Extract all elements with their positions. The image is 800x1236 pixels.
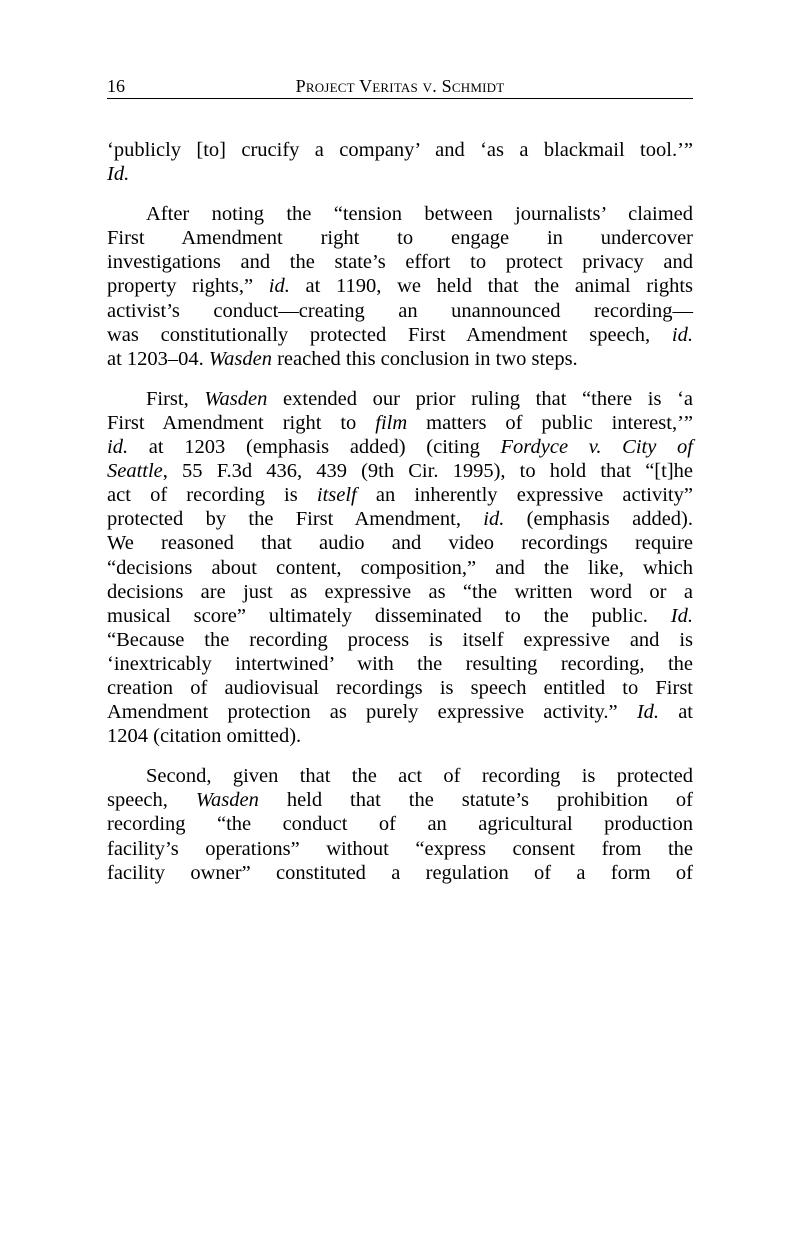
text-line [107, 299, 693, 323]
paragraph [107, 387, 693, 748]
text-line [107, 837, 693, 861]
text-segment: Second, given that the act of recording is protected [146, 765, 693, 788]
italic-text: Fordyce v. City of [500, 436, 693, 459]
text-segment: decisions are just as expressive as “the written word or a [107, 580, 693, 603]
text-line [107, 812, 693, 836]
italic-text: itself [316, 484, 357, 507]
italic-text: Id. [636, 701, 660, 724]
italic-text: id. [107, 436, 129, 459]
text-line [107, 411, 693, 435]
text-line [107, 162, 693, 186]
text-segment: investigations and the state’s effort to protect privacy and [107, 251, 693, 274]
text-segment: at [659, 701, 693, 724]
text-line [107, 226, 693, 250]
page-number: 16 [107, 76, 125, 96]
text-segment: an inherently expressive activity” [356, 484, 693, 507]
italic-text: id. [268, 275, 290, 298]
italic-text: Seattle [107, 460, 163, 483]
text-line [107, 435, 693, 459]
text-line [107, 483, 693, 507]
text-segment: , 55 F.3d 436, 439 (9th Cir. 1995), to hold that “[t]he [162, 460, 693, 483]
text-segment: 1204 (citation omitted). [107, 725, 302, 748]
text-segment: “Because the recording process is itself expressive and is [107, 628, 693, 651]
text-line [107, 531, 693, 555]
text-line [107, 202, 693, 226]
text-line [107, 580, 693, 604]
text-segment: speech, [107, 789, 196, 812]
text-segment: ‘inextricably intertwined’ with the resulting recording, the [107, 652, 693, 675]
text-line [107, 138, 693, 162]
text-line [107, 700, 693, 724]
text-segment: Amendment protection as purely expressive activity.” [107, 701, 637, 724]
text-line [107, 652, 693, 676]
text-segment: property rights,” [107, 275, 269, 298]
text-segment: facility owner” constituted a regulation of a form of [107, 861, 693, 884]
text-line [107, 556, 693, 580]
text-segment: First Amendment right to engage in undercover [107, 227, 693, 250]
text-line [107, 764, 693, 788]
text-segment: First, [146, 387, 205, 410]
text-line [107, 250, 693, 274]
italic-text: Id. [670, 604, 693, 627]
paragraph [107, 202, 693, 371]
text-line [107, 387, 693, 411]
text-segment: (emphasis added). [504, 508, 693, 531]
text-segment: musical score” ultimately disseminated to the public. [107, 604, 671, 627]
text-segment: We reasoned that audio and video recordings require [107, 532, 693, 555]
paragraph [107, 764, 693, 884]
running-head: Project Veritas v. Schmidt [295, 76, 505, 96]
text-segment: First Amendment right to [107, 411, 376, 434]
text-segment: After noting the “tension between journalists’ claimed [146, 203, 693, 226]
italic-text: Wasden [208, 347, 272, 370]
text-line [107, 628, 693, 652]
italic-text: Wasden [204, 387, 268, 410]
text-segment: at 1203 (emphasis added) (citing [128, 436, 501, 459]
text-segment: was constitutionally protected First Amendment speech, [107, 323, 672, 346]
text-line [107, 788, 693, 812]
italic-text: Id. [107, 163, 130, 186]
text-segment: extended our prior ruling that “there is ‘a [267, 387, 693, 410]
text-segment: “decisions about content, composition,” and the like, which [107, 556, 693, 579]
italic-text: film [375, 411, 408, 434]
text-segment: ‘publicly [to] crucify a company’ and ‘as a blackmail tool.’” [107, 139, 693, 161]
page-header [107, 74, 693, 99]
text-segment: creation of audiovisual recordings is speech entitled to First [107, 676, 693, 699]
text-line [107, 459, 693, 483]
text-line [107, 676, 693, 700]
text-segment: recording “the conduct of an agricultural production [107, 813, 693, 836]
text-line [107, 604, 693, 628]
italic-text: id. [483, 508, 505, 531]
text-segment: matters of public interest,’” [407, 411, 694, 434]
text-line [107, 347, 693, 371]
italic-text: id. [671, 323, 693, 346]
text-line [107, 274, 693, 298]
opinion-body [107, 138, 693, 901]
text-segment: facility’s operations” without “express consent from the [107, 837, 693, 860]
paragraph [107, 138, 693, 186]
text-line [107, 861, 693, 885]
text-segment: activist’s conduct—creating an unannounced recording— [107, 299, 693, 322]
text-line [107, 323, 693, 347]
text-segment: held that the statute’s prohibition of [258, 789, 693, 812]
text-segment: protected by the First Amendment, [107, 508, 484, 531]
text-segment: at 1203–04. [107, 347, 209, 370]
text-segment: act of recording is [107, 484, 317, 507]
text-segment: reached this conclusion in two steps. [271, 347, 578, 370]
text-line [107, 724, 693, 748]
text-segment: at 1190, we held that the animal rights [289, 275, 694, 298]
text-line [107, 507, 693, 531]
italic-text: Wasden [195, 789, 259, 812]
